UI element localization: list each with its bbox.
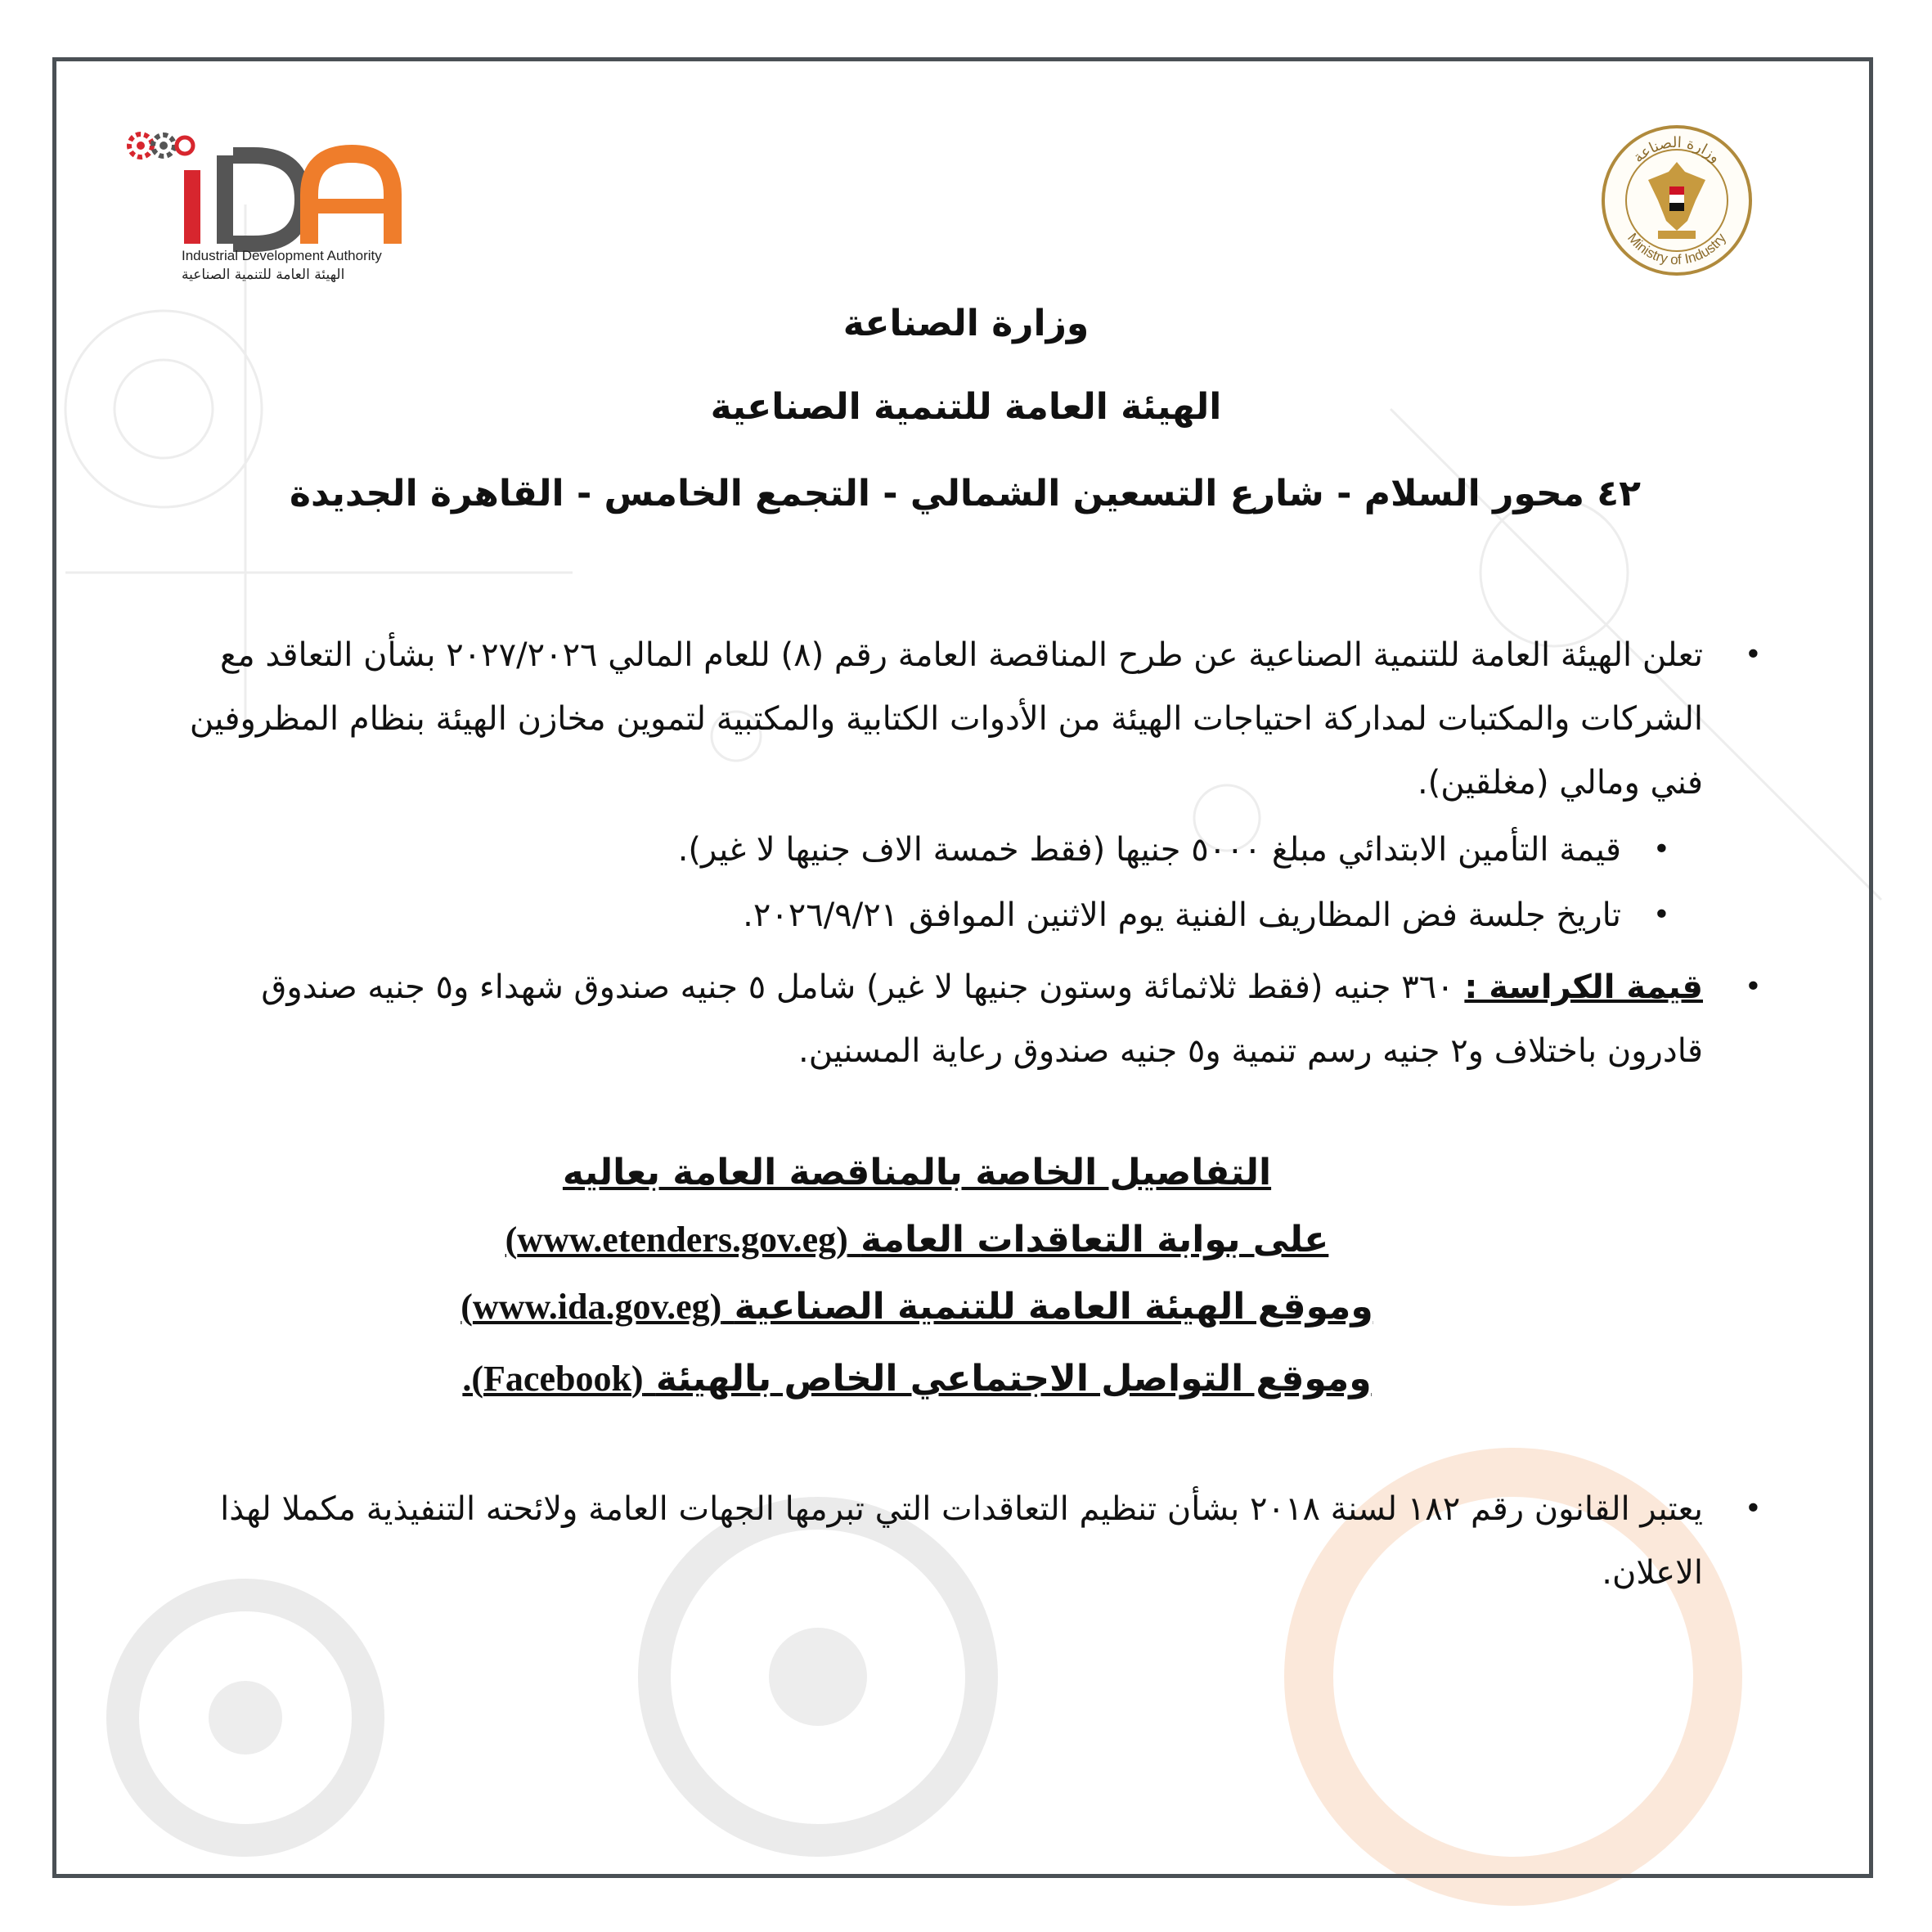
ida-arabic-name: الهيئة العامة للتنمية الصناعية (182, 267, 345, 283)
ida-website-line (0, 1286, 1883, 1328)
address-line: ٤٢ محور السلام - شارع التسعين الشمالي - التجمع الخامس - القاهرة الجديدة (290, 473, 1641, 514)
facebook-line (0, 1358, 1883, 1400)
seal-bottom-text: Ministry of Industry (1624, 230, 1729, 268)
booklet-price-text: ٣٦٠ جنيه (فقط ثلاثمائة وستون جنيها لا غير) شامل ٥ جنيه صندوق شهداء و٥ جنيه صندوق قادرون باختلاف و٢ جنيه رسم تنمية و٥ جنيه صندوق رعاية المسنين. (261, 968, 1703, 1070)
details-heading: التفاصيل الخاصة بالمناقصة العامة بعاليه (562, 1152, 1272, 1193)
seal-top-text: وزارة الصناعة (1629, 133, 1724, 167)
law-paragraph (165, 1477, 1762, 1605)
insurance-item (476, 818, 1670, 882)
insurance-text: قيمة التأمين الابتدائي مبلغ ٥٠٠٠ جنيها (فقط خمسة الاف جنيها لا غير). (677, 831, 1621, 869)
bullet-icon: • (1652, 898, 1670, 932)
bullet-icon: • (1744, 1492, 1762, 1525)
etenders-link-line (0, 1219, 1883, 1260)
facebook-link[interactable]: (Facebook). (462, 1359, 644, 1399)
booklet-price-label: قيمة الكراسة : (1464, 968, 1703, 1006)
ida-website-url[interactable]: (www.ida.gov.eg) (461, 1287, 722, 1327)
bullet-icon: • (1744, 970, 1762, 1004)
law-text: يعتبر القانون رقم ١٨٢ لسنة ٢٠١٨ بشأن تنظيم التعاقدات التي تبرمها الجهات العامة ولائحته التنفيذية مكملا لهذا الاعلان. (220, 1490, 1703, 1592)
bullet-icon: • (1652, 833, 1670, 866)
booklet-price-paragraph (165, 955, 1762, 1083)
opening-date-item (476, 883, 1670, 947)
etenders-label: على بوابة التعاقدات العامة (860, 1219, 1329, 1260)
announcement-text: تعلن الهيئة العامة للتنمية الصناعية عن طرح المناقصة العامة رقم (٨) للعام المالي ٢٠٢٧/٢٠٢٦ بشأن التعاقد مع الشركات والمكتبات لمداركة احتياجات الهيئة من الأدوات الكتابية والمكتبية لتموين مخازن الهيئة بنظام المظروفين فني ومالي (مغلقين). (189, 636, 1703, 802)
ida-website-label: وموقع الهيئة العامة للتنمية الصناعية (734, 1286, 1373, 1328)
authority-title: الهيئة العامة للتنمية الصناعية (710, 386, 1222, 428)
announcement-paragraph (165, 623, 1762, 815)
facebook-label: وموقع التواصل الاجتماعي الخاص بالهيئة (655, 1358, 1372, 1400)
ida-english-name: Industrial Development Authority (182, 248, 382, 263)
gear-icon (129, 134, 193, 157)
ida-logo (123, 121, 417, 293)
ministry-seal (1599, 123, 1755, 278)
etenders-url[interactable]: (www.etenders.gov.eg) (505, 1220, 848, 1260)
ministry-title: وزارة الصناعة (842, 303, 1090, 344)
opening-date-text: تاريخ جلسة فض المظاريف الفنية يوم الاثنين الموافق ٢٠٢٦/٩/٢١. (743, 896, 1621, 934)
bullet-icon: • (1744, 638, 1762, 672)
